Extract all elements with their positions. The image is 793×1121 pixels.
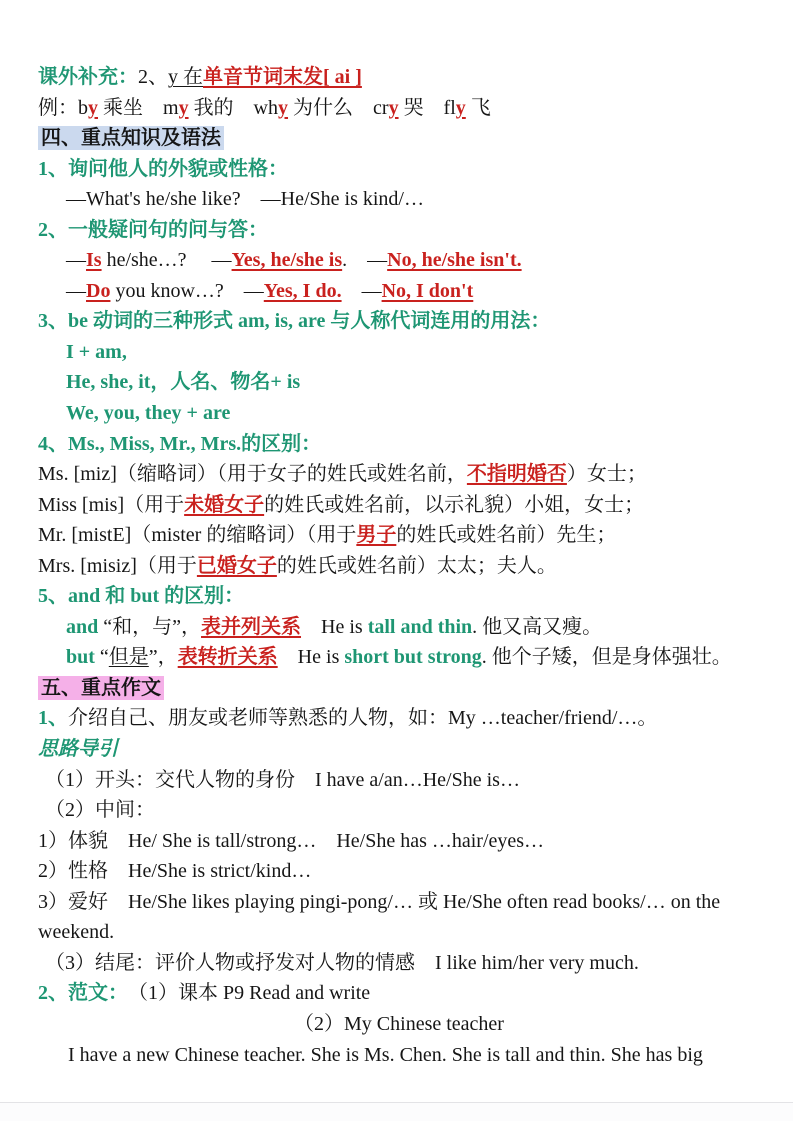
text-line: [45, 795, 760, 826]
text-segment: 未婚女子: [184, 493, 265, 516]
text-segment: 表并列关系: [201, 615, 302, 638]
text-segment: y: [178, 96, 189, 119]
text-segment: 5、and 和 but 的区别：: [38, 585, 245, 608]
text-segment: （3）结尾：评价人物或抒发对人物的情感 I like him/her very much.: [45, 951, 639, 974]
text-line: [66, 337, 760, 368]
text-segment: 不指明婚否: [466, 463, 567, 486]
text-line: [38, 826, 760, 857]
text-segment: 飞: [465, 96, 491, 119]
text-segment: He, she, it，人名、物名+ is: [66, 371, 301, 394]
text-segment: ）女士；: [566, 463, 647, 486]
text-segment: No, he/she isn't.: [387, 249, 522, 272]
text-segment: y: [455, 96, 466, 119]
text-line: [45, 765, 760, 796]
text-line: [38, 581, 760, 612]
text-segment: 为什么 cr: [288, 96, 389, 119]
text-segment: Miss [mis]（用于: [38, 493, 185, 516]
text-segment: 1）体貌 He/ She is tall/strong… He/She has …hair/eyes…: [38, 829, 545, 852]
text-segment: 2、: [138, 66, 168, 88]
text-segment: 乘坐 m: [98, 96, 179, 119]
text-segment: 课外补充：: [38, 66, 138, 88]
text-segment: 2、一般疑问句的问与答：: [38, 218, 268, 241]
text-segment: 四、重点知识及语法: [38, 126, 224, 150]
text-segment: you know…? —: [110, 279, 264, 302]
text-segment: 1、: [38, 707, 68, 730]
document-page: [38, 62, 760, 1070]
text-segment: 五、重点作文: [38, 676, 164, 700]
text-segment: Yes, I do.: [263, 279, 342, 302]
text-segment: Yes, he/she is: [231, 249, 343, 272]
text-line: [38, 62, 760, 93]
text-segment: short but strong: [344, 646, 482, 669]
text-segment: —: [341, 279, 382, 302]
text-segment: . 他又高又瘦。: [472, 615, 603, 638]
text-line: [38, 673, 760, 704]
text-segment: 哭 fl: [398, 96, 456, 119]
text-line: [38, 490, 760, 521]
text-segment: ”，: [148, 646, 178, 669]
text-segment: but: [66, 646, 95, 669]
text-segment: I have a new Chinese teacher. She is Ms. Chen. She is tall and thin. She has big: [68, 1043, 703, 1066]
text-segment: 我的 wh: [188, 96, 279, 119]
text-line: [66, 642, 760, 673]
text-segment: 2、范文：: [38, 982, 118, 1005]
text-segment: We, you, they + are: [66, 402, 231, 425]
text-segment: 已婚女子: [196, 554, 277, 577]
text-segment: —: [66, 279, 86, 302]
text-segment: 介绍自己、朋友或老师等熟悉的人物，如：My …teacher/friend/…。: [68, 707, 658, 730]
text-segment: He is: [277, 646, 345, 669]
text-line: [45, 948, 760, 979]
text-segment: 男子: [356, 524, 397, 547]
text-segment: 思路导引: [38, 738, 118, 761]
text-line: [38, 429, 760, 460]
text-segment: 的姓氏或姓名前）先生；: [396, 524, 617, 547]
text-segment: . 他个子矮，但是身体强壮。: [481, 646, 732, 669]
text-segment: y: [278, 96, 289, 119]
text-segment: Mrs. [misiz]（用于: [38, 554, 197, 577]
text-segment: “: [94, 646, 109, 669]
text-segment: Mr. [mistE]（mister 的缩略词）（用于: [38, 524, 357, 547]
text-segment: . —: [342, 249, 388, 272]
text-segment: “和，与”，: [98, 615, 202, 638]
text-segment: y 在: [168, 66, 203, 88]
text-segment: 但是: [108, 646, 149, 669]
text-line: [38, 703, 760, 734]
text-line: [66, 367, 760, 398]
text-segment: 3、be 动词的三种形式 am, is, are 与人称代词连用的用法：: [38, 310, 551, 333]
text-segment: and: [66, 615, 99, 638]
text-segment: 单音节词末发: [203, 66, 323, 88]
text-segment: 2）性格 He/She is strict/kind…: [38, 860, 312, 883]
text-line: [38, 1040, 760, 1071]
text-line: [66, 245, 760, 276]
text-segment: y: [388, 96, 399, 119]
page-below-area: [0, 1103, 793, 1121]
text-line: [38, 978, 760, 1009]
text-line: [38, 917, 760, 948]
text-line: [66, 276, 760, 307]
text-segment: tall and thin: [367, 615, 473, 638]
text-line: [66, 398, 760, 429]
text-segment: —What's he/she like? —He/She is kind/…: [66, 188, 424, 211]
text-segment: I + am,: [66, 340, 127, 363]
text-line: [38, 551, 760, 582]
text-line: [38, 154, 760, 185]
text-segment: 表转折关系: [177, 646, 278, 669]
text-line: [38, 856, 760, 887]
text-line: [38, 887, 760, 918]
text-segment: 例：b: [38, 96, 88, 119]
text-segment: weekend.: [38, 921, 115, 944]
text-segment: Is: [86, 249, 102, 272]
text-segment: （2）My Chinese teacher: [294, 1012, 504, 1035]
text-line: [66, 184, 760, 215]
text-segment: No, I don't: [381, 279, 474, 302]
text-segment: Ms. [miz]（缩略词）（用于女子的姓氏或姓名前，: [38, 463, 467, 486]
text-line: [38, 306, 760, 337]
text-segment: 的姓氏或姓名前，以示礼貌）小姐，女士；: [264, 493, 645, 516]
text-segment: 1、询问他人的外貌或性格：: [38, 157, 288, 180]
text-segment: （1）课本 P9 Read and write: [118, 982, 371, 1005]
text-segment: Do: [86, 279, 111, 302]
text-segment: （1）开头：交代人物的身份 I have a/an…He/She is…: [45, 768, 520, 791]
text-line: [66, 612, 760, 643]
text-segment: 3）爱好 He/She likes playing pingi-pong/… 或 He/She often read books/… on the: [38, 890, 721, 913]
text-segment: He is: [301, 615, 368, 638]
text-line: [38, 459, 760, 490]
text-line: [38, 93, 760, 124]
text-line: [38, 520, 760, 551]
text-segment: he/she…? —: [101, 249, 232, 272]
text-line: [38, 123, 760, 154]
text-segment: —: [66, 249, 86, 272]
text-segment: 4、Ms., Miss, Mr., Mrs.的区别：: [38, 432, 322, 455]
text-segment: y: [88, 96, 98, 119]
text-segment: 的姓氏或姓名前）太太；夫人。: [276, 554, 557, 577]
text-segment: （2）中间：: [45, 799, 155, 822]
text-line: [38, 734, 760, 765]
text-line: [38, 1009, 760, 1040]
text-line: [38, 215, 760, 246]
text-segment: [ ai ]: [323, 66, 362, 88]
